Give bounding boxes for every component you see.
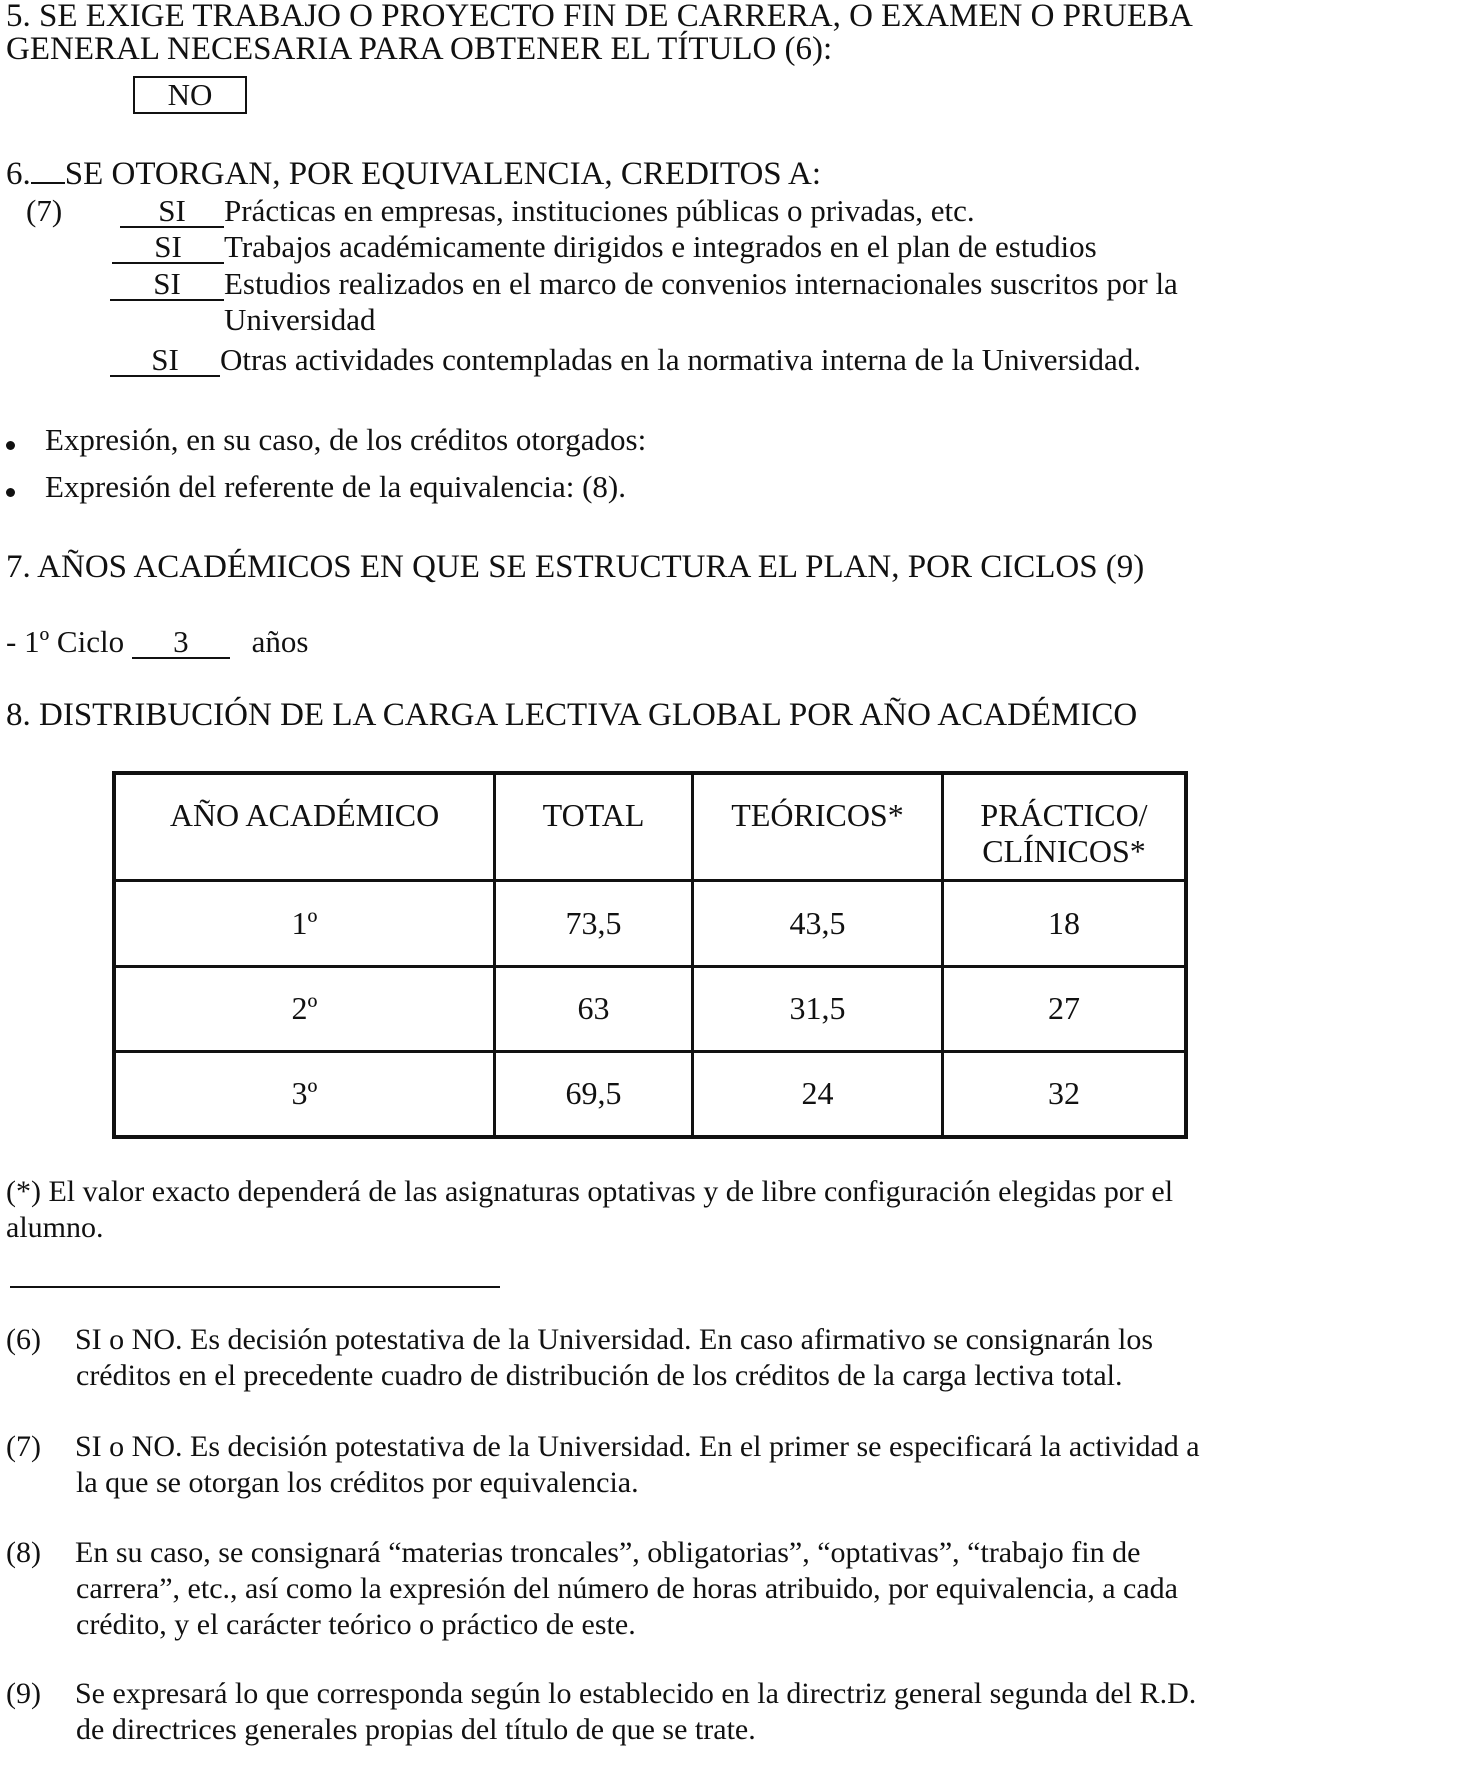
section6-blank [31,154,65,184]
carga-lectiva-table [112,771,1188,1139]
list-item: SI Prácticas en empresas, instituciones públicas o privadas, etc. [120,193,975,229]
cycle-years-value: 3 [132,627,230,659]
section8-title: 8. DISTRIBUCIÓN DE LA CARGA LECTIVA GLOBAL POR AÑO ACADÉMICO [6,697,1138,733]
section5-line1: 5. SE EXIGE TRABAJO O PROYECTO FIN DE CARRERA, O EXAMEN O PRUEBA [6,0,1193,34]
list-item: SI Otras actividades contempladas en la normativa interna de la Universidad. [110,342,1141,378]
bullet-icon [6,488,15,497]
header-total: TOTAL [495,773,693,881]
asterisk-note-line1: (*) El valor exacto dependerá de las asignaturas optativas y de libre configuración elegidas por el [6,1175,1174,1208]
table-row: 2º 63 31,5 27 [114,966,1186,1051]
list-item: SI Estudios realizados en el marco de convenios internacionales suscritos por la [110,266,1178,302]
section7-title: 7. AÑOS ACADÉMICOS EN QUE SE ESTRUCTURA EL PLAN, POR CICLOS (9) [6,549,1145,585]
bullet-text: Expresión, en su caso, de los créditos otorgados: [45,422,647,457]
table-header-row [114,773,1186,881]
section6-ref: (7) [26,193,63,228]
bullet-text: Expresión del referente de la equivalencia: (8). [45,469,626,504]
list-item-continuation: Universidad [224,302,376,337]
section5-answer-box: NO [133,76,247,114]
header-teoricos: TEÓRICOS* [693,773,943,881]
bullet-icon [6,441,15,450]
table-row: 3º 69,5 24 32 [114,1051,1186,1137]
footnote-divider [10,1286,500,1288]
table-row: 1º 73,5 43,5 18 [114,881,1186,966]
section5-line2: GENERAL NECESARIA PARA OBTENER EL TÍTULO (6): [6,31,833,67]
section7-cycle: - 1º Ciclo 3 años [6,624,309,659]
section6-heading: 6. SE OTORGAN, POR EQUIVALENCIA, CREDITOS A: [6,156,822,192]
header-practico-clinicos: PRÁCTICO/ CLÍNICOS* [943,773,1187,881]
list-item: SI Trabajos académicamente dirigidos e integrados en el plan de estudios [112,229,1097,265]
asterisk-note-line2: alumno. [6,1211,104,1244]
header-ano-academico: AÑO ACADÉMICO [114,773,495,881]
